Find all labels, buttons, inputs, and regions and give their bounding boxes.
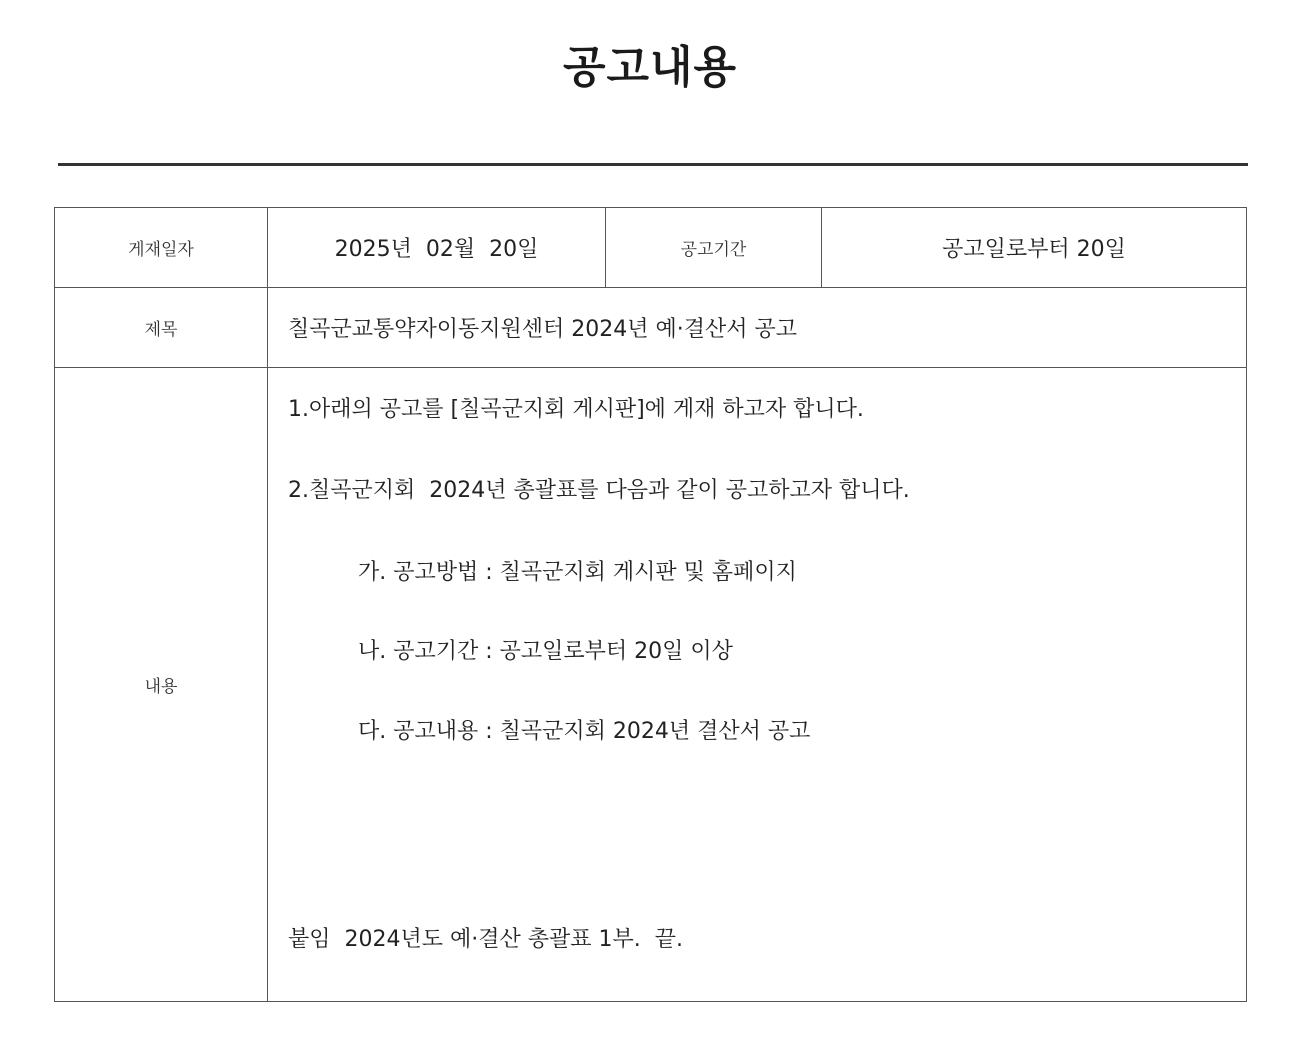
- table-row: [55, 208, 1247, 288]
- content-line-3: 가. 공고방법 : 칠곡군지회 게시판 및 홈페이지: [358, 560, 797, 585]
- subject-value: 칠곡군교통약자이동지원센터 2024년 예·결산서 공고: [268, 288, 1247, 368]
- subject-label: 제목: [55, 288, 268, 368]
- date-value: 2025년 02월 20일: [268, 208, 606, 288]
- title-divider: [58, 163, 1248, 166]
- table-row: [55, 368, 1247, 1002]
- content-line-1: 1.아래의 공고를 [칠곡군지회 게시판]에 게재 하고자 합니다.: [288, 397, 864, 422]
- attachment-line: 붙임 2024년도 예·결산 총괄표 1부. 끝.: [288, 927, 683, 952]
- content-label: 내용: [55, 368, 268, 1002]
- period-label: 공고기간: [606, 208, 822, 288]
- period-value: 공고일로부터 20일: [822, 208, 1247, 288]
- content-line-4: 나. 공고기간 : 공고일로부터 20일 이상: [358, 639, 733, 664]
- notice-table: [54, 207, 1247, 1002]
- page-title: 공고내용: [562, 42, 737, 93]
- date-label: 게재일자: [55, 208, 268, 288]
- table-row: [55, 288, 1247, 368]
- content-line-5: 다. 공고내용 : 칠곡군지회 2024년 결산서 공고: [358, 719, 811, 744]
- content-body: [268, 368, 1247, 1002]
- content-line-2: 2.칠곡군지회 2024년 총괄표를 다음과 같이 공고하고자 합니다.: [288, 478, 910, 503]
